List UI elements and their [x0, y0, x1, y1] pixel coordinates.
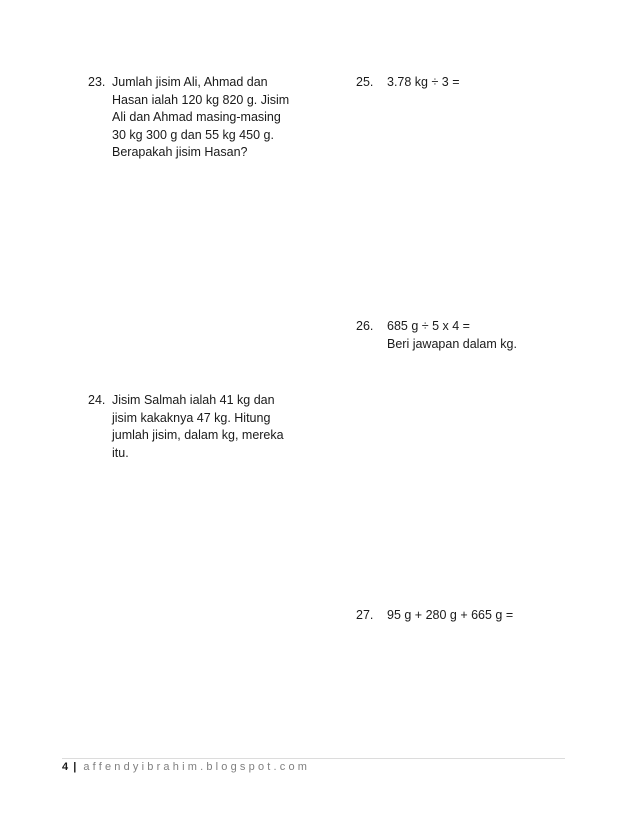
question-text	[112, 74, 293, 162]
question-line: jisim kakaknya 47 kg. Hitung	[112, 410, 271, 425]
question-text	[387, 74, 586, 92]
question-line: itu.	[112, 445, 129, 460]
question-number: 25.	[356, 75, 374, 89]
question-27	[356, 607, 586, 625]
question-number: 24.	[88, 393, 106, 407]
question-line: Beri jawapan dalam kg.	[387, 336, 517, 351]
question-line: 3.78 kg ÷ 3 =	[387, 75, 460, 89]
question-number: 27.	[356, 608, 374, 622]
question-24	[88, 392, 293, 462]
question-line: 685 g ÷ 5 x 4 =	[387, 319, 470, 333]
question-23	[88, 74, 293, 162]
question-line: Jisim Salmah ialah 41 kg dan	[112, 393, 275, 407]
question-26	[356, 318, 586, 353]
question-line: Berapakah jisim Hasan?	[112, 145, 248, 159]
question-text	[387, 607, 586, 625]
question-25	[356, 74, 586, 92]
page-footer	[62, 760, 310, 774]
question-line: 30 kg 300 g dan 55 kg 450 g.	[112, 127, 274, 142]
question-line: jumlah jisim, dalam kg, mereka	[112, 428, 284, 442]
question-line: 95 g + 280 g + 665 g =	[387, 608, 514, 622]
question-line: Jumlah jisim Ali, Ahmad dan	[112, 75, 268, 89]
question-line: Hasan ialah 120 kg 820 g. Jisim	[112, 92, 290, 107]
footer-divider	[62, 758, 565, 759]
question-number: 26.	[356, 319, 374, 333]
question-number: 23.	[88, 75, 106, 89]
page-number: 4	[62, 761, 69, 773]
question-line: Ali dan Ahmad masing-masing	[112, 110, 281, 124]
footer-separator: |	[73, 761, 77, 773]
question-text	[112, 392, 293, 462]
question-text	[387, 318, 586, 353]
footer-site-link[interactable]: affendyibrahim.blogspot.com	[83, 761, 311, 773]
